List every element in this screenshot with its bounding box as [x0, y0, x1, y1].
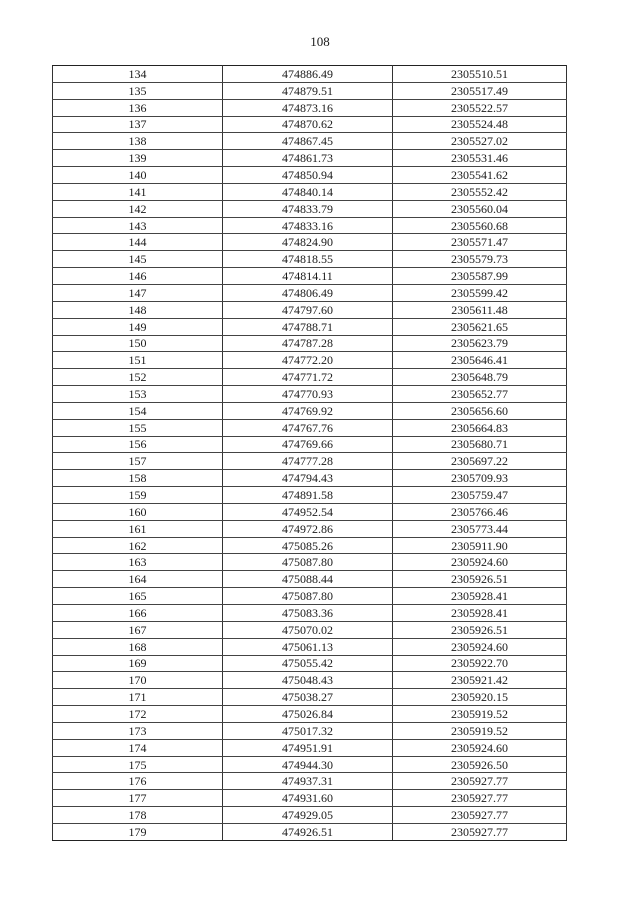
- x-coordinate-cell: 474879.51: [223, 82, 393, 99]
- point-number-cell: 174: [53, 739, 223, 756]
- point-number-cell: 154: [53, 402, 223, 419]
- y-coordinate-cell: 2305680.71: [393, 436, 567, 453]
- x-coordinate-cell: 474886.49: [223, 66, 393, 83]
- point-number-cell: 175: [53, 756, 223, 773]
- table-row: [53, 453, 567, 470]
- x-coordinate-cell: 474952.54: [223, 503, 393, 520]
- y-coordinate-cell: 2305524.48: [393, 116, 567, 133]
- point-number-cell: 157: [53, 453, 223, 470]
- point-number-cell: 135: [53, 82, 223, 99]
- point-number-cell: 171: [53, 689, 223, 706]
- point-number-cell: 153: [53, 386, 223, 403]
- point-number-cell: 164: [53, 571, 223, 588]
- y-coordinate-cell: 2305924.60: [393, 554, 567, 571]
- x-coordinate-cell: 475088.44: [223, 571, 393, 588]
- point-number-cell: 141: [53, 183, 223, 200]
- y-coordinate-cell: 2305587.99: [393, 268, 567, 285]
- table-row: [53, 706, 567, 723]
- point-number-cell: 173: [53, 722, 223, 739]
- table-row: [53, 251, 567, 268]
- y-coordinate-cell: 2305531.46: [393, 150, 567, 167]
- table-row: [53, 621, 567, 638]
- y-coordinate-cell: 2305759.47: [393, 487, 567, 504]
- y-coordinate-cell: 2305911.90: [393, 537, 567, 554]
- x-coordinate-cell: 474818.55: [223, 251, 393, 268]
- point-number-cell: 166: [53, 605, 223, 622]
- x-coordinate-cell: 474770.93: [223, 386, 393, 403]
- point-number-cell: 158: [53, 470, 223, 487]
- point-number-cell: 142: [53, 200, 223, 217]
- x-coordinate-cell: 474870.62: [223, 116, 393, 133]
- y-coordinate-cell: 2305920.15: [393, 689, 567, 706]
- point-number-cell: 168: [53, 638, 223, 655]
- x-coordinate-cell: 475070.02: [223, 621, 393, 638]
- y-coordinate-cell: 2305664.83: [393, 419, 567, 436]
- x-coordinate-cell: 474944.30: [223, 756, 393, 773]
- y-coordinate-cell: 2305646.41: [393, 352, 567, 369]
- table-row: [53, 419, 567, 436]
- table-row: [53, 99, 567, 116]
- point-number-cell: 172: [53, 706, 223, 723]
- point-number-cell: 178: [53, 807, 223, 824]
- table-row: [53, 369, 567, 386]
- table-row: [53, 672, 567, 689]
- table-row: [53, 133, 567, 150]
- x-coordinate-cell: 474771.72: [223, 369, 393, 386]
- table-row: [53, 234, 567, 251]
- table-row: [53, 200, 567, 217]
- y-coordinate-cell: 2305926.50: [393, 756, 567, 773]
- x-coordinate-cell: 474867.45: [223, 133, 393, 150]
- x-coordinate-cell: 474833.16: [223, 217, 393, 234]
- y-coordinate-cell: 2305541.62: [393, 167, 567, 184]
- x-coordinate-cell: 475048.43: [223, 672, 393, 689]
- x-coordinate-cell: 474769.66: [223, 436, 393, 453]
- x-coordinate-cell: 474951.91: [223, 739, 393, 756]
- x-coordinate-cell: 474767.76: [223, 419, 393, 436]
- table-row: [53, 470, 567, 487]
- point-number-cell: 138: [53, 133, 223, 150]
- table-row: [53, 183, 567, 200]
- point-number-cell: 149: [53, 318, 223, 335]
- x-coordinate-cell: 474931.60: [223, 790, 393, 807]
- x-coordinate-cell: 474787.28: [223, 335, 393, 352]
- y-coordinate-cell: 2305611.48: [393, 301, 567, 318]
- table-row: [53, 503, 567, 520]
- y-coordinate-cell: 2305766.46: [393, 503, 567, 520]
- table-row: [53, 588, 567, 605]
- table-row: [53, 82, 567, 99]
- point-number-cell: 139: [53, 150, 223, 167]
- x-coordinate-cell: 474873.16: [223, 99, 393, 116]
- table-row: [53, 284, 567, 301]
- x-coordinate-cell: 474861.73: [223, 150, 393, 167]
- point-number-cell: 176: [53, 773, 223, 790]
- x-coordinate-cell: 474972.86: [223, 520, 393, 537]
- x-coordinate-cell: 474850.94: [223, 167, 393, 184]
- y-coordinate-cell: 2305552.42: [393, 183, 567, 200]
- point-number-cell: 143: [53, 217, 223, 234]
- table-row: [53, 268, 567, 285]
- table-row: [53, 402, 567, 419]
- point-number-cell: 148: [53, 301, 223, 318]
- table-row: [53, 318, 567, 335]
- table-row: [53, 790, 567, 807]
- y-coordinate-cell: 2305621.65: [393, 318, 567, 335]
- y-coordinate-cell: 2305560.04: [393, 200, 567, 217]
- x-coordinate-cell: 474926.51: [223, 823, 393, 840]
- table-row: [53, 352, 567, 369]
- y-coordinate-cell: 2305926.51: [393, 571, 567, 588]
- x-coordinate-cell: 474833.79: [223, 200, 393, 217]
- page-number: 108: [310, 34, 330, 49]
- table-row: [53, 436, 567, 453]
- table-row: [53, 66, 567, 83]
- y-coordinate-cell: 2305599.42: [393, 284, 567, 301]
- table-row: [53, 807, 567, 824]
- y-coordinate-cell: 2305927.77: [393, 807, 567, 824]
- x-coordinate-cell: 475087.80: [223, 554, 393, 571]
- table-row: [53, 739, 567, 756]
- point-number-cell: 134: [53, 66, 223, 83]
- y-coordinate-cell: 2305510.51: [393, 66, 567, 83]
- x-coordinate-cell: 474929.05: [223, 807, 393, 824]
- table-row: [53, 335, 567, 352]
- x-coordinate-cell: 474777.28: [223, 453, 393, 470]
- y-coordinate-cell: 2305928.41: [393, 605, 567, 622]
- y-coordinate-cell: 2305517.49: [393, 82, 567, 99]
- point-number-cell: 152: [53, 369, 223, 386]
- table-row: [53, 823, 567, 840]
- table-row: [53, 638, 567, 655]
- x-coordinate-cell: 474788.71: [223, 318, 393, 335]
- table-row: [53, 301, 567, 318]
- point-number-cell: 151: [53, 352, 223, 369]
- point-number-cell: 161: [53, 520, 223, 537]
- y-coordinate-cell: 2305623.79: [393, 335, 567, 352]
- x-coordinate-cell: 474824.90: [223, 234, 393, 251]
- x-coordinate-cell: 475017.32: [223, 722, 393, 739]
- table-row: [53, 756, 567, 773]
- x-coordinate-cell: 475026.84: [223, 706, 393, 723]
- table-row: [53, 571, 567, 588]
- y-coordinate-cell: 2305927.77: [393, 790, 567, 807]
- table-row: [53, 655, 567, 672]
- table-row: [53, 150, 567, 167]
- y-coordinate-cell: 2305709.93: [393, 470, 567, 487]
- point-number-cell: 160: [53, 503, 223, 520]
- x-coordinate-cell: 475055.42: [223, 655, 393, 672]
- y-coordinate-cell: 2305926.51: [393, 621, 567, 638]
- y-coordinate-cell: 2305919.52: [393, 722, 567, 739]
- point-number-cell: 145: [53, 251, 223, 268]
- y-coordinate-cell: 2305522.57: [393, 99, 567, 116]
- point-number-cell: 150: [53, 335, 223, 352]
- x-coordinate-cell: 474772.20: [223, 352, 393, 369]
- y-coordinate-cell: 2305652.77: [393, 386, 567, 403]
- point-number-cell: 147: [53, 284, 223, 301]
- y-coordinate-cell: 2305919.52: [393, 706, 567, 723]
- point-number-cell: 140: [53, 167, 223, 184]
- table-row: [53, 116, 567, 133]
- point-number-cell: 136: [53, 99, 223, 116]
- y-coordinate-cell: 2305927.77: [393, 823, 567, 840]
- point-number-cell: 156: [53, 436, 223, 453]
- x-coordinate-cell: 475038.27: [223, 689, 393, 706]
- point-number-cell: 163: [53, 554, 223, 571]
- x-coordinate-cell: 475085.26: [223, 537, 393, 554]
- point-number-cell: 179: [53, 823, 223, 840]
- x-coordinate-cell: 474891.58: [223, 487, 393, 504]
- y-coordinate-cell: 2305656.60: [393, 402, 567, 419]
- table-row: [53, 167, 567, 184]
- table-row: [53, 773, 567, 790]
- x-coordinate-cell: 474797.60: [223, 301, 393, 318]
- table-row: [53, 520, 567, 537]
- point-number-cell: 146: [53, 268, 223, 285]
- y-coordinate-cell: 2305560.68: [393, 217, 567, 234]
- x-coordinate-cell: 475083.36: [223, 605, 393, 622]
- point-number-cell: 170: [53, 672, 223, 689]
- point-number-cell: 169: [53, 655, 223, 672]
- x-coordinate-cell: 474814.11: [223, 268, 393, 285]
- y-coordinate-cell: 2305927.77: [393, 773, 567, 790]
- table-row: [53, 487, 567, 504]
- point-number-cell: 162: [53, 537, 223, 554]
- table-row: [53, 537, 567, 554]
- x-coordinate-cell: 474937.31: [223, 773, 393, 790]
- table-row: [53, 689, 567, 706]
- point-number-cell: 165: [53, 588, 223, 605]
- y-coordinate-cell: 2305571.47: [393, 234, 567, 251]
- y-coordinate-cell: 2305924.60: [393, 739, 567, 756]
- x-coordinate-cell: 474794.43: [223, 470, 393, 487]
- x-coordinate-cell: 474806.49: [223, 284, 393, 301]
- table-row: [53, 386, 567, 403]
- y-coordinate-cell: 2305648.79: [393, 369, 567, 386]
- point-number-cell: 159: [53, 487, 223, 504]
- point-number-cell: 137: [53, 116, 223, 133]
- x-coordinate-cell: 475061.13: [223, 638, 393, 655]
- table-row: [53, 217, 567, 234]
- point-number-cell: 167: [53, 621, 223, 638]
- x-coordinate-cell: 474769.92: [223, 402, 393, 419]
- y-coordinate-cell: 2305773.44: [393, 520, 567, 537]
- y-coordinate-cell: 2305527.02: [393, 133, 567, 150]
- table-row: [53, 722, 567, 739]
- table-row: [53, 554, 567, 571]
- coordinates-table-body: [53, 66, 567, 841]
- y-coordinate-cell: 2305924.60: [393, 638, 567, 655]
- point-number-cell: 144: [53, 234, 223, 251]
- y-coordinate-cell: 2305922.70: [393, 655, 567, 672]
- x-coordinate-cell: 475087.80: [223, 588, 393, 605]
- point-number-cell: 155: [53, 419, 223, 436]
- table-row: [53, 605, 567, 622]
- x-coordinate-cell: 474840.14: [223, 183, 393, 200]
- y-coordinate-cell: 2305921.42: [393, 672, 567, 689]
- coordinates-table: [52, 65, 567, 841]
- point-number-cell: 177: [53, 790, 223, 807]
- y-coordinate-cell: 2305579.73: [393, 251, 567, 268]
- y-coordinate-cell: 2305928.41: [393, 588, 567, 605]
- y-coordinate-cell: 2305697.22: [393, 453, 567, 470]
